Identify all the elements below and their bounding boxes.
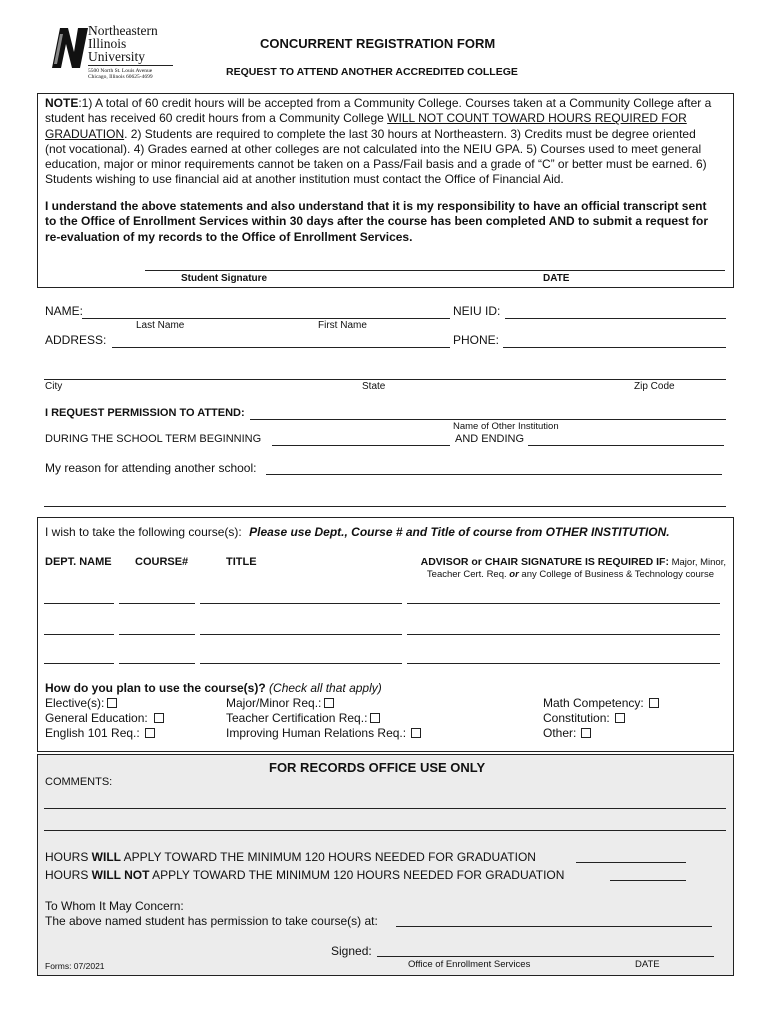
university-logo [48,24,173,84]
hours-not-a: HOURS [45,868,92,882]
option-math-competency[interactable] [543,696,659,710]
logo-name-line3: University [88,49,145,64]
option-general-education[interactable] [45,711,164,725]
comments-field-line2[interactable] [44,830,726,831]
option-constitution-label: Constitution: [543,711,610,725]
term-end-label: AND ENDING [455,433,525,445]
option-math-competency-label: Math Competency: [543,696,644,710]
col-advisor-bold: ADVISOR or CHAIR SIGNATURE IS REQUIRED IF: [420,556,669,568]
student-signature-label: Student Signature [181,273,268,284]
course-row-1-course[interactable] [119,603,195,604]
name-label: NAME: [45,304,84,318]
form-subtitle: REQUEST TO ATTEND ANOTHER ACCREDITED COLLEGE [226,66,518,78]
option-english-101[interactable] [45,726,155,740]
col-advisor-line2a: Teacher Cert. Req. [426,569,510,580]
option-elective-label: Elective(s): [45,696,105,710]
comments-field-line1[interactable] [44,808,726,809]
option-human-relations[interactable] [226,726,421,740]
student-date-label: DATE [543,273,570,284]
option-elective[interactable] [45,696,117,710]
hours-will-c: APPLY TOWARD THE MINIMUM 120 HOURS NEEDED FOR GRADUATION [121,850,536,864]
city-label: City [45,381,63,392]
term-end-field[interactable] [528,445,724,446]
english-101-checkbox[interactable] [145,728,155,738]
hours-will-field[interactable] [576,862,686,863]
option-human-relations-label: Improving Human Relations Req.: [226,726,407,740]
neiu-n-logo-icon [48,24,90,70]
col-course-number: COURSE# [135,556,189,568]
name-field[interactable] [82,318,450,319]
note-part1: :1) A total of 60 credit hours will be accepted from a Community College. Courses taken at a Community College after a student has received 60 credit hours from a Community College [45,96,712,126]
course-row-2-advisor[interactable] [407,634,720,635]
other-checkbox[interactable] [581,728,591,738]
logo-address-line2: Chicago, Illinois 60625-4699 [88,74,153,80]
term-begin-field[interactable] [272,445,450,446]
records-office-title: FOR RECORDS OFFICE USE ONLY [269,760,486,775]
major-minor-checkbox[interactable] [324,698,334,708]
hours-not-b: WILL NOT [91,868,150,882]
note-label: NOTE [45,96,79,110]
course-row-2-dept[interactable] [44,634,114,635]
agreement-statement: I understand the above statements and also understand that it is my responsibility to have an official transcript sent to the Office of Enrollment Services within 30 days after the course has been completed AND to submit a request for re-evaluation of my records to the Office of Enrollment Services. [45,199,709,244]
form-title: CONCURRENT REGISTRATION FORM [260,36,496,51]
courses-intro: I wish to take the following course(s): [45,525,242,539]
logo-name-line2: Illinois [88,36,127,51]
neiu-id-field[interactable] [505,318,726,319]
courses-intro-row [45,525,670,539]
request-permission-label: I REQUEST PERMISSION TO ATTEND: [45,407,245,419]
option-general-education-label: General Education: [45,711,148,725]
office-enrollment-label: Office of Enrollment Services [408,959,531,970]
neiu-id-label: NEIU ID: [453,304,501,318]
city-state-zip-field[interactable] [44,379,726,380]
course-row-2-title[interactable] [200,634,402,635]
concern-line2: The above named student has permission to take course(s) at: [45,914,378,928]
usage-question-row [45,681,382,695]
signed-label: Signed: [331,944,372,958]
institution-field[interactable] [250,419,726,420]
courses-instruction: Please use Dept., Course # and Title of course from OTHER INSTITUTION. [249,525,670,539]
state-label: State [362,381,386,392]
hours-will-not-apply-row [45,868,564,882]
zip-code-label: Zip Code [634,381,675,392]
col-advisor-line2 [392,569,714,580]
phone-label: PHONE: [453,333,500,347]
course-row-3-dept[interactable] [44,663,114,664]
records-office-box [37,754,734,976]
teacher-certification-checkbox[interactable] [370,713,380,723]
note-underlined: WILL NOT COUNT TOWARD HOURS REQUIRED FOR GRADUATION [45,111,687,141]
forms-version-label: Forms: 07/2021 [45,961,105,971]
course-row-1-advisor[interactable] [407,603,720,604]
note-part2: . 2) Students are required to complete the last 30 hours at Northeastern. 3) Credits must be degree oriented (not vocational). 4) Grades earned at other colleges are not calculated into the NEIU GPA. 5) Courses used to meet general education, major or minor requirements cannot be taken on a Pass/Fail basis and a grade of “C” or better must be earned. 6) Students wishing to use financial aid at another institution must contact the Office of Financial Aid. [45,126,707,187]
math-competency-checkbox[interactable] [649,698,659,708]
col-advisor-normal: Major, Minor, [668,557,726,568]
reason-field-line2[interactable] [44,506,726,507]
address-field[interactable] [112,347,450,348]
hours-will-apply-row [45,850,536,864]
course-row-3-advisor[interactable] [407,663,720,664]
reason-label: My reason for attending another school: [45,461,257,475]
hours-not-c: APPLY TOWARD THE MINIMUM 120 HOURS NEEDED FOR GRADUATION [149,868,565,882]
term-begin-label: DURING THE SCHOOL TERM BEGINNING [45,433,262,445]
office-date-label: DATE [635,959,660,970]
institution-label: Name of Other Institution [453,421,559,432]
option-major-minor-label: Major/Minor Req.: [226,696,322,710]
col-advisor-or: or [509,569,519,580]
col-title: TITLE [226,556,257,568]
last-name-label: Last Name [136,320,185,331]
note-text [45,96,715,188]
student-signature-line[interactable] [145,270,725,271]
option-english-101-label: English 101 Req.: [45,726,140,740]
col-advisor-line2b: any College of Business & Technology course [518,569,714,580]
option-teacher-certification-label: Teacher Certification Req.: [226,711,368,725]
usage-question: How do you plan to use the course(s)? [45,681,266,695]
hours-will-b: WILL [91,850,121,864]
comments-label: COMMENTS: [45,776,113,788]
reason-field-line1[interactable] [266,474,722,475]
human-relations-checkbox[interactable] [411,728,421,738]
course-row-3-course[interactable] [119,663,195,664]
option-constitution[interactable] [543,711,625,725]
address-label: ADDRESS: [45,333,107,347]
course-row-1-dept[interactable] [44,603,114,604]
option-other-label: Other: [543,726,577,740]
general-education-checkbox[interactable] [154,713,164,723]
office-signature-line[interactable] [377,956,714,957]
phone-field[interactable] [503,347,726,348]
permitted-institution-field[interactable] [396,926,712,927]
logo-address-line1: 5500 North St. Louis Avenue [88,68,153,74]
course-row-3-title[interactable] [200,663,402,664]
course-row-1-title[interactable] [200,603,402,604]
concern-line1: To Whom It May Concern: [45,899,184,913]
option-other[interactable] [543,726,591,740]
hours-will-not-field[interactable] [610,880,686,881]
logo-name-line1: Northeastern [88,23,158,38]
hours-will-a: HOURS [45,850,92,864]
option-major-minor[interactable] [226,696,334,710]
elective-checkbox[interactable] [107,698,117,708]
first-name-label: First Name [318,320,367,331]
col-dept-name: DEPT. NAME [45,556,112,568]
usage-hint: (Check all that apply) [269,681,382,695]
option-teacher-certification[interactable] [226,711,380,725]
course-row-2-course[interactable] [119,634,195,635]
col-advisor [392,556,726,568]
constitution-checkbox[interactable] [615,713,625,723]
